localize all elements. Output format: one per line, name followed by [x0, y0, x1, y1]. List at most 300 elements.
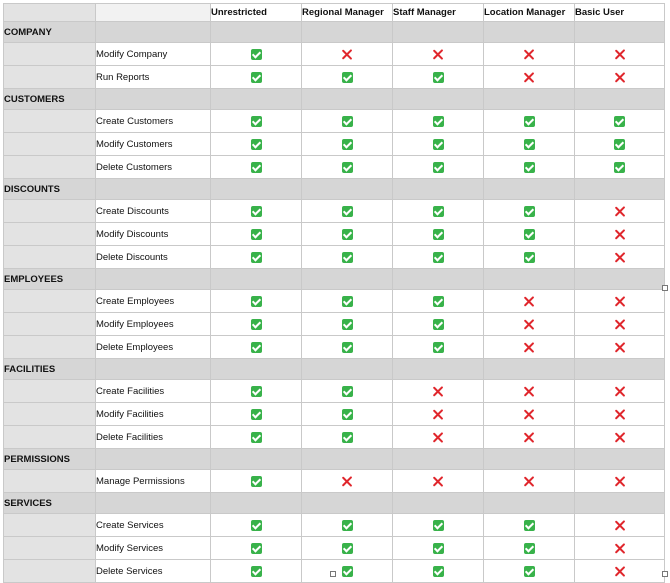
section-gutter-cell[interactable] [4, 313, 96, 336]
section-fill-cell[interactable] [211, 22, 302, 43]
green-check-icon [251, 116, 262, 127]
permission-cell[interactable] [575, 403, 665, 426]
permission-cell[interactable] [575, 537, 665, 560]
red-cross-icon [524, 49, 535, 60]
green-check-icon [433, 139, 444, 150]
green-check-icon [433, 566, 444, 577]
permission-cell[interactable] [211, 380, 302, 403]
permission-cell[interactable] [484, 537, 575, 560]
permission-cell[interactable] [393, 66, 484, 89]
red-cross-icon [614, 252, 625, 263]
green-check-icon [342, 543, 353, 554]
permission-cell[interactable] [211, 110, 302, 133]
section-fill-cell[interactable] [575, 89, 665, 110]
permission-cell[interactable] [211, 470, 302, 493]
permission-cell[interactable] [575, 200, 665, 223]
green-check-icon [342, 386, 353, 397]
red-cross-icon [614, 543, 625, 554]
green-check-icon [524, 520, 535, 531]
resize-handle-right[interactable] [662, 285, 668, 291]
permission-label[interactable]: Delete Services [96, 560, 211, 583]
section-fill-cell[interactable] [96, 493, 211, 514]
section-fill-cell[interactable] [211, 449, 302, 470]
permissions-table-body [4, 4, 665, 583]
section-row [4, 269, 665, 290]
red-cross-icon [524, 72, 535, 83]
permission-cell[interactable] [393, 403, 484, 426]
green-check-icon [342, 296, 353, 307]
green-check-icon [524, 162, 535, 173]
permission-label[interactable]: Delete Facilities [96, 426, 211, 449]
resize-handle-bottom[interactable] [330, 571, 336, 577]
section-row [4, 179, 665, 200]
section-gutter-cell[interactable] [4, 133, 96, 156]
red-cross-icon [614, 432, 625, 443]
permission-cell[interactable] [484, 156, 575, 179]
red-cross-icon [524, 432, 535, 443]
green-check-icon [433, 229, 444, 240]
green-check-icon [433, 206, 444, 217]
permission-row [4, 290, 665, 313]
green-check-icon [342, 409, 353, 420]
permission-cell[interactable] [484, 246, 575, 269]
permission-label[interactable]: Modify Facilities [96, 403, 211, 426]
permission-cell[interactable] [484, 403, 575, 426]
green-check-icon [251, 386, 262, 397]
column-header[interactable]: Regional Manager [302, 4, 393, 22]
permission-cell[interactable] [302, 426, 393, 449]
section-fill-cell[interactable] [96, 179, 211, 200]
red-cross-icon [614, 206, 625, 217]
resize-handle-corner[interactable] [662, 571, 668, 577]
green-check-icon [524, 206, 535, 217]
permission-cell[interactable] [575, 560, 665, 583]
section-fill-cell[interactable] [575, 269, 665, 290]
permission-label[interactable]: Modify Employees [96, 313, 211, 336]
permission-cell[interactable] [575, 246, 665, 269]
permission-cell[interactable] [575, 110, 665, 133]
permission-cell[interactable] [484, 470, 575, 493]
permission-cell[interactable] [211, 403, 302, 426]
green-check-icon [251, 566, 262, 577]
permission-cell[interactable] [211, 43, 302, 66]
permission-cell[interactable] [211, 290, 302, 313]
column-header[interactable]: Basic User [575, 4, 665, 22]
green-check-icon [251, 162, 262, 173]
green-check-icon [433, 72, 444, 83]
permission-cell[interactable] [302, 200, 393, 223]
permission-row [4, 470, 665, 493]
permission-cell[interactable] [393, 514, 484, 537]
section-fill-cell[interactable] [575, 22, 665, 43]
permission-row [4, 403, 665, 426]
green-check-icon [342, 229, 353, 240]
green-check-icon [342, 206, 353, 217]
section-fill-cell[interactable] [302, 269, 393, 290]
permission-cell[interactable] [302, 246, 393, 269]
permission-cell[interactable] [484, 200, 575, 223]
permission-cell[interactable] [302, 223, 393, 246]
section-fill-cell[interactable] [211, 89, 302, 110]
permission-label[interactable]: Modify Services [96, 537, 211, 560]
green-check-icon [251, 432, 262, 443]
column-header[interactable]: Unrestricted [211, 4, 302, 22]
section-gutter-cell[interactable] [4, 403, 96, 426]
red-cross-icon [614, 520, 625, 531]
permission-cell[interactable] [393, 246, 484, 269]
section-fill-cell[interactable] [484, 359, 575, 380]
green-check-icon [524, 229, 535, 240]
section-gutter-cell[interactable] [4, 514, 96, 537]
header-corner-cell [4, 4, 96, 22]
permission-row [4, 110, 665, 133]
section-fill-cell[interactable] [484, 22, 575, 43]
section-fill-cell[interactable] [484, 89, 575, 110]
permission-label[interactable]: Create Customers [96, 110, 211, 133]
section-fill-cell[interactable] [484, 179, 575, 200]
section-fill-cell[interactable] [393, 269, 484, 290]
permission-cell[interactable] [302, 110, 393, 133]
permission-cell[interactable] [484, 133, 575, 156]
section-row [4, 89, 665, 110]
permission-cell[interactable] [211, 66, 302, 89]
permission-cell[interactable] [575, 66, 665, 89]
green-check-icon [524, 252, 535, 263]
permission-row [4, 156, 665, 179]
green-check-icon [251, 139, 262, 150]
section-gutter-cell[interactable] [4, 336, 96, 359]
permission-cell[interactable] [393, 156, 484, 179]
permission-cell[interactable] [484, 380, 575, 403]
permission-cell[interactable] [211, 313, 302, 336]
permission-cell[interactable] [302, 560, 393, 583]
section-fill-cell[interactable] [211, 493, 302, 514]
section-row [4, 359, 665, 380]
section-fill-cell[interactable] [393, 359, 484, 380]
section-fill-cell[interactable] [96, 359, 211, 380]
header-row [4, 4, 665, 22]
permission-label[interactable]: Modify Discounts [96, 223, 211, 246]
green-check-icon [342, 520, 353, 531]
green-check-icon [251, 476, 262, 487]
green-check-icon [342, 116, 353, 127]
section-gutter-cell[interactable] [4, 246, 96, 269]
section-gutter-cell[interactable] [4, 426, 96, 449]
section-fill-cell[interactable] [484, 493, 575, 514]
section-fill-cell[interactable] [302, 449, 393, 470]
permission-cell[interactable] [575, 223, 665, 246]
red-cross-icon [524, 342, 535, 353]
permission-cell[interactable] [302, 313, 393, 336]
section-gutter-cell[interactable] [4, 110, 96, 133]
permission-cell[interactable] [393, 560, 484, 583]
permission-label[interactable]: Create Employees [96, 290, 211, 313]
permission-cell[interactable] [393, 223, 484, 246]
section-fill-cell[interactable] [393, 449, 484, 470]
permission-cell[interactable] [211, 246, 302, 269]
permission-label[interactable]: Delete Employees [96, 336, 211, 359]
section-fill-cell[interactable] [211, 179, 302, 200]
permission-cell[interactable] [393, 290, 484, 313]
permission-row [4, 246, 665, 269]
red-cross-icon [614, 319, 625, 330]
permission-cell[interactable] [393, 133, 484, 156]
red-cross-icon [524, 409, 535, 420]
red-cross-icon [524, 296, 535, 307]
permission-cell[interactable] [302, 336, 393, 359]
permission-cell[interactable] [575, 514, 665, 537]
section-gutter-cell[interactable] [4, 537, 96, 560]
section-fill-cell[interactable] [393, 179, 484, 200]
section-fill-cell[interactable] [575, 493, 665, 514]
column-header[interactable]: Location Manager [484, 4, 575, 22]
section-fill-cell[interactable] [96, 269, 211, 290]
green-check-icon [251, 72, 262, 83]
green-check-icon [524, 566, 535, 577]
permission-cell[interactable] [484, 66, 575, 89]
permission-cell[interactable] [484, 290, 575, 313]
permission-row [4, 200, 665, 223]
permission-cell[interactable] [484, 110, 575, 133]
permission-label[interactable]: Delete Discounts [96, 246, 211, 269]
red-cross-icon [614, 566, 625, 577]
permission-cell[interactable] [302, 470, 393, 493]
section-row [4, 22, 665, 43]
section-name[interactable]: DISCOUNTS [4, 179, 96, 200]
permission-cell[interactable] [393, 200, 484, 223]
red-cross-icon [614, 342, 625, 353]
green-check-icon [524, 139, 535, 150]
red-cross-icon [433, 386, 444, 397]
green-check-icon [342, 72, 353, 83]
permission-cell[interactable] [211, 426, 302, 449]
permission-cell[interactable] [302, 66, 393, 89]
green-check-icon [524, 543, 535, 554]
permission-cell[interactable] [302, 43, 393, 66]
section-fill-cell[interactable] [302, 179, 393, 200]
permission-cell[interactable] [575, 156, 665, 179]
red-cross-icon [614, 476, 625, 487]
section-name[interactable]: CUSTOMERS [4, 89, 96, 110]
permission-cell[interactable] [302, 403, 393, 426]
green-check-icon [433, 342, 444, 353]
green-check-icon [433, 543, 444, 554]
permission-cell[interactable] [575, 43, 665, 66]
red-cross-icon [433, 432, 444, 443]
green-check-icon [342, 342, 353, 353]
permission-cell[interactable] [211, 336, 302, 359]
permission-cell[interactable] [484, 223, 575, 246]
section-fill-cell[interactable] [302, 89, 393, 110]
section-name[interactable]: SERVICES [4, 493, 96, 514]
section-fill-cell[interactable] [575, 179, 665, 200]
permission-cell[interactable] [211, 514, 302, 537]
green-check-icon [342, 139, 353, 150]
permission-label[interactable]: Create Facilities [96, 380, 211, 403]
permission-cell[interactable] [302, 537, 393, 560]
permission-label[interactable]: Modify Customers [96, 133, 211, 156]
permission-cell[interactable] [302, 133, 393, 156]
permission-cell[interactable] [302, 156, 393, 179]
section-name[interactable]: EMPLOYEES [4, 269, 96, 290]
permission-cell[interactable] [575, 290, 665, 313]
permission-cell[interactable] [575, 313, 665, 336]
permissions-table [3, 3, 665, 583]
section-gutter-cell[interactable] [4, 290, 96, 313]
permission-cell[interactable] [484, 43, 575, 66]
permission-row [4, 43, 665, 66]
permission-cell[interactable] [393, 380, 484, 403]
permission-row [4, 223, 665, 246]
permission-cell[interactable] [575, 470, 665, 493]
green-check-icon [251, 543, 262, 554]
permission-cell[interactable] [211, 133, 302, 156]
permission-label[interactable]: Create Discounts [96, 200, 211, 223]
red-cross-icon [614, 49, 625, 60]
red-cross-icon [433, 409, 444, 420]
green-check-icon [251, 206, 262, 217]
section-name[interactable]: PERMISSIONS [4, 449, 96, 470]
permission-row [4, 537, 665, 560]
permission-cell[interactable] [393, 43, 484, 66]
column-header[interactable]: Staff Manager [393, 4, 484, 22]
green-check-icon [251, 252, 262, 263]
header-blank-cell [96, 4, 211, 22]
permission-cell[interactable] [575, 380, 665, 403]
green-check-icon [342, 566, 353, 577]
red-cross-icon [614, 229, 625, 240]
green-check-icon [433, 319, 444, 330]
section-fill-cell[interactable] [484, 269, 575, 290]
section-fill-cell[interactable] [302, 22, 393, 43]
red-cross-icon [342, 49, 353, 60]
permission-label[interactable]: Create Services [96, 514, 211, 537]
section-fill-cell[interactable] [393, 22, 484, 43]
permission-cell[interactable] [575, 426, 665, 449]
section-gutter-cell[interactable] [4, 560, 96, 583]
section-name[interactable]: COMPANY [4, 22, 96, 43]
permission-cell[interactable] [393, 110, 484, 133]
section-row [4, 449, 665, 470]
section-gutter-cell[interactable] [4, 156, 96, 179]
green-check-icon [614, 162, 625, 173]
section-name[interactable]: FACILITIES [4, 359, 96, 380]
green-check-icon [342, 162, 353, 173]
red-cross-icon [524, 476, 535, 487]
permission-cell[interactable] [393, 470, 484, 493]
permission-cell[interactable] [302, 290, 393, 313]
section-fill-cell[interactable] [96, 89, 211, 110]
red-cross-icon [614, 72, 625, 83]
permission-cell[interactable] [393, 426, 484, 449]
permission-label[interactable]: Modify Company [96, 43, 211, 66]
permission-cell[interactable] [484, 514, 575, 537]
green-check-icon [433, 252, 444, 263]
red-cross-icon [524, 319, 535, 330]
permission-label[interactable]: Delete Customers [96, 156, 211, 179]
permission-cell[interactable] [211, 560, 302, 583]
permission-row [4, 313, 665, 336]
permission-cell[interactable] [211, 223, 302, 246]
permission-cell[interactable] [484, 426, 575, 449]
permission-cell[interactable] [211, 156, 302, 179]
green-check-icon [251, 296, 262, 307]
permission-row [4, 514, 665, 537]
permission-label[interactable]: Manage Permissions [96, 470, 211, 493]
permission-row [4, 66, 665, 89]
green-check-icon [251, 49, 262, 60]
section-row [4, 493, 665, 514]
permission-cell[interactable] [211, 200, 302, 223]
section-fill-cell[interactable] [211, 269, 302, 290]
section-gutter-cell[interactable] [4, 66, 96, 89]
permission-row [4, 426, 665, 449]
section-gutter-cell[interactable] [4, 380, 96, 403]
green-check-icon [433, 116, 444, 127]
green-check-icon [433, 296, 444, 307]
red-cross-icon [433, 49, 444, 60]
red-cross-icon [614, 409, 625, 420]
section-fill-cell[interactable] [484, 449, 575, 470]
permission-cell[interactable] [302, 514, 393, 537]
red-cross-icon [614, 296, 625, 307]
green-check-icon [614, 116, 625, 127]
permission-cell[interactable] [302, 380, 393, 403]
permission-row [4, 336, 665, 359]
permission-row [4, 380, 665, 403]
green-check-icon [433, 520, 444, 531]
green-check-icon [251, 319, 262, 330]
green-check-icon [342, 319, 353, 330]
green-check-icon [251, 342, 262, 353]
permission-row [4, 133, 665, 156]
section-fill-cell[interactable] [96, 22, 211, 43]
permission-cell[interactable] [484, 336, 575, 359]
section-fill-cell[interactable] [302, 359, 393, 380]
green-check-icon [251, 409, 262, 420]
permission-cell[interactable] [393, 313, 484, 336]
red-cross-icon [524, 386, 535, 397]
section-gutter-cell[interactable] [4, 470, 96, 493]
green-check-icon [614, 139, 625, 150]
permission-cell[interactable] [393, 537, 484, 560]
green-check-icon [251, 229, 262, 240]
section-fill-cell[interactable] [96, 449, 211, 470]
green-check-icon [524, 116, 535, 127]
green-check-icon [342, 432, 353, 443]
section-fill-cell[interactable] [393, 493, 484, 514]
permission-cell[interactable] [211, 537, 302, 560]
permission-cell[interactable] [575, 336, 665, 359]
permission-cell[interactable] [484, 560, 575, 583]
section-fill-cell[interactable] [211, 359, 302, 380]
section-fill-cell[interactable] [302, 493, 393, 514]
section-fill-cell[interactable] [575, 449, 665, 470]
section-gutter-cell[interactable] [4, 200, 96, 223]
section-fill-cell[interactable] [393, 89, 484, 110]
permission-cell[interactable] [393, 336, 484, 359]
red-cross-icon [433, 476, 444, 487]
section-gutter-cell[interactable] [4, 223, 96, 246]
permission-cell[interactable] [575, 133, 665, 156]
permission-cell[interactable] [484, 313, 575, 336]
section-fill-cell[interactable] [575, 359, 665, 380]
section-gutter-cell[interactable] [4, 43, 96, 66]
red-cross-icon [614, 386, 625, 397]
red-cross-icon [342, 476, 353, 487]
green-check-icon [342, 252, 353, 263]
permission-label[interactable]: Run Reports [96, 66, 211, 89]
